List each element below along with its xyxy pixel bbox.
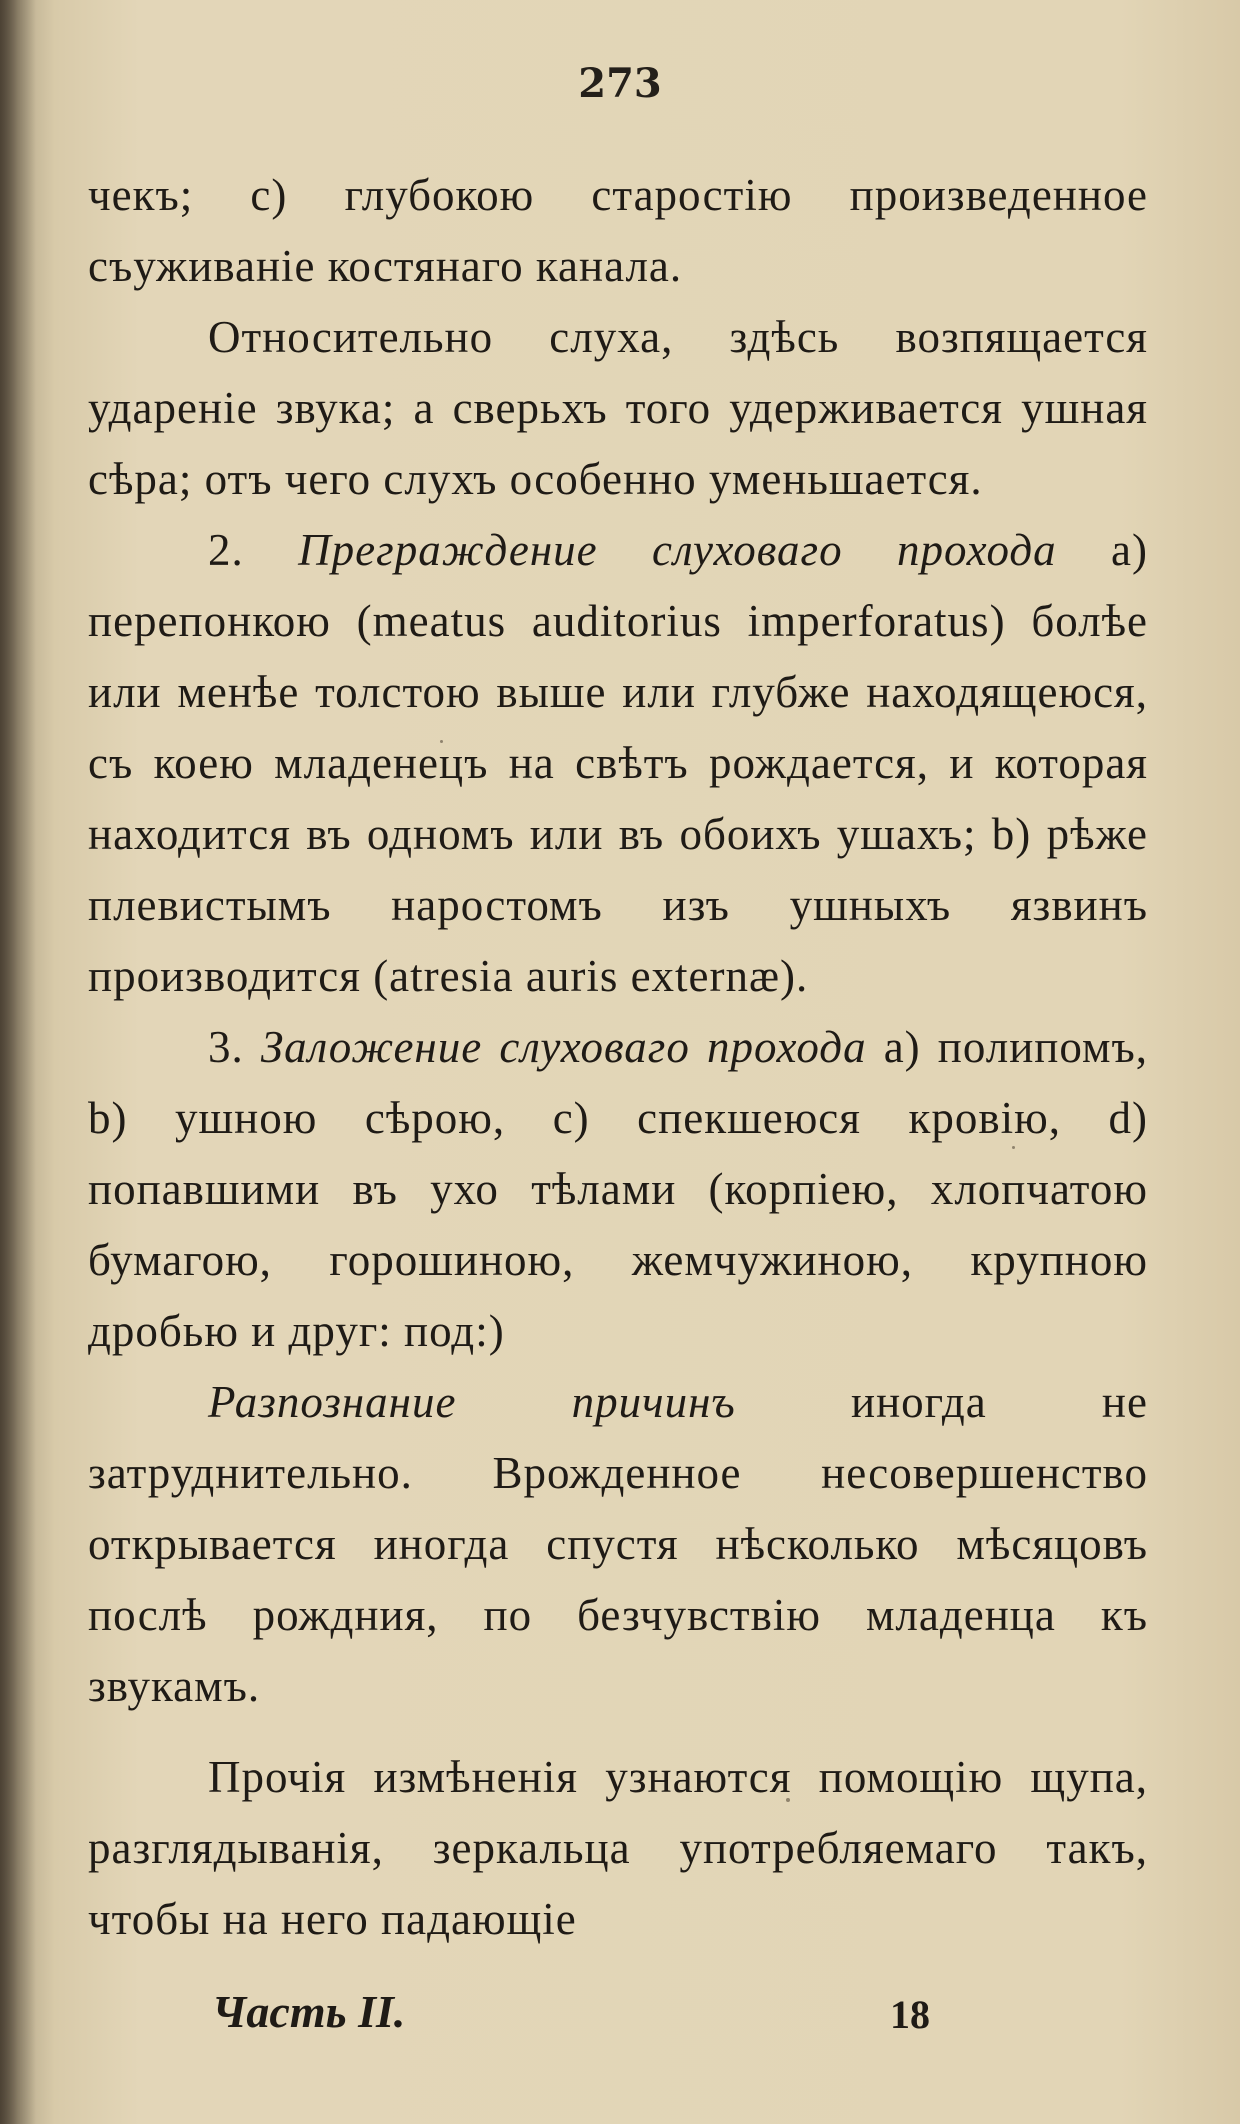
paragraph-2 bbox=[88, 302, 1148, 515]
page-footer bbox=[0, 1985, 1240, 2055]
paragraph-6-text: Прочія измѣненія узнаются помощію щупа, разглядыванія, зеркальца употребляемаго такъ, чтобы на него падающіе bbox=[88, 1752, 1148, 1944]
paragraph-5 bbox=[88, 1367, 1148, 1722]
paragraph-1 bbox=[88, 160, 1148, 302]
page-number: 273 bbox=[578, 60, 662, 107]
paragraph-3-number: 2. bbox=[208, 525, 244, 575]
gutter-shadow bbox=[0, 0, 36, 2124]
signature-mark: Часть II. bbox=[212, 1986, 406, 2037]
paragraph-5-title: Разпознание причинъ bbox=[208, 1377, 736, 1427]
paragraph-4-number: 3. bbox=[208, 1022, 244, 1072]
paragraph-2-text: Относительно слуха, здѣсь возпящается удареніе звука; а сверьхъ того удерживается ушная сѣра; отъ чего слухъ особенно уменьшается. bbox=[88, 312, 1148, 504]
paragraph-6 bbox=[88, 1742, 1148, 1955]
paragraph-4 bbox=[88, 1012, 1148, 1367]
sheet-number: 18 bbox=[890, 1992, 930, 2037]
paragraph-3 bbox=[88, 515, 1148, 1012]
paragraph-1-text: чекъ; с) глубокою старостію произведенное съуживаніе костянаго канала. bbox=[88, 170, 1148, 291]
paragraph-5-text: иногда не затруднительно. Врожденное несовершенство открывается иногда спустя нѣсколько мѣсяцовъ послѣ рождния, по безчувствію младенца къ звукамъ. bbox=[88, 1377, 1148, 1711]
paragraph-3-text: а) перепонкою (meatus auditorius imperforatus) болѣе или менѣе толстою выше или глубже находящеюся, съ коею младенецъ на свѣтъ рождается, и которая находится въ одномъ или въ обоихъ ушахъ; b) рѣже плевистымъ наростомъ изъ ушныхъ язвинъ производится (atresia auris externæ). bbox=[88, 525, 1149, 1001]
paragraph-4-title: Заложение слуховаго прохода bbox=[260, 1022, 867, 1072]
paragraph-3-title: Преграждение слуховаго прохода bbox=[298, 525, 1057, 575]
paragraph-4-text: а) полипомъ, b) ушною сѣрою, с) спекшеюся кровію, d) попавшими въ ухо тѣлами (корпіею, хлопчатою бумагою, горошиною, жемчужиною, крупною дробью и друг: под:) bbox=[88, 1022, 1148, 1356]
main-text bbox=[88, 160, 1148, 1955]
